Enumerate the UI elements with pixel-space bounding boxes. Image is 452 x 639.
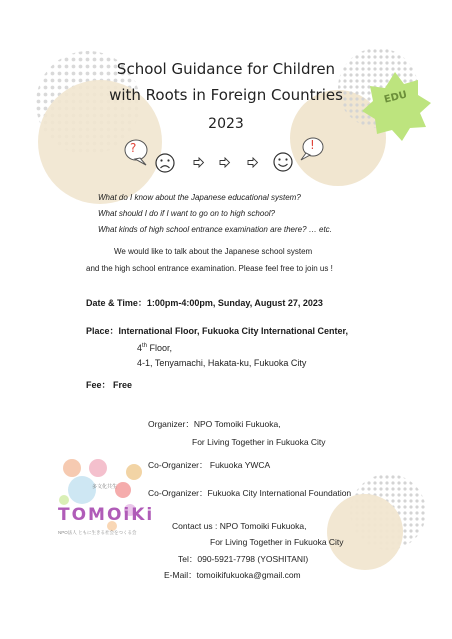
question-1: What do I know about the Japanese educational system? (98, 193, 301, 202)
logo-text: TOMOiKi (58, 505, 155, 525)
logo-small-text: 多文化共生 (92, 484, 118, 490)
co-organizer-2: Co-Organizer：Fukuoka City International Foundation (148, 488, 352, 498)
sad-face-icon (156, 154, 174, 172)
emotion-row (120, 136, 340, 184)
contact-line-1: Contact us : NPO Tomoiki Fukuoka, (172, 521, 307, 531)
arrow-right-icon (194, 158, 258, 167)
title-year: 2023 (208, 116, 244, 132)
place-address: 4-1, Tenyamachi, Hakata-ku, Fukuoka City (137, 358, 307, 368)
date-time: Date & Time：1:00pm-4:00pm, Sunday, August 27, 2023 (86, 298, 323, 308)
organizer-line-1: Organizer：NPO Tomoiki Fukuoka, (148, 419, 281, 429)
fee: Fee： Free (86, 380, 133, 390)
question-3: What kinds of high school entrance examination are there? … etc. (98, 225, 332, 234)
beige-circle-bottomright (327, 494, 403, 570)
question-2: What should I do if I want to go on to high school? (98, 209, 275, 218)
contact-line-2: For Living Together in Fukuoka City (210, 537, 344, 547)
intro-line-2: and the high school entrance examination. Please feel free to join us ! (86, 264, 333, 273)
logo-tagline: NPO法人 ともに生きる社会をつくる会 (58, 530, 137, 535)
organizer-line-2: For Living Together in Fukuoka City (192, 437, 326, 447)
edu-stamp-text: EDU (383, 89, 409, 106)
place-floor: 4th Floor, (137, 343, 173, 353)
intro-line-1: We would like to talk about the Japanese school system (114, 247, 313, 256)
co-organizer-1: Co-Organizer： Fukuoka YWCA (148, 460, 271, 470)
contact-tel: Tel：090-5921-7798 (YOSHITANI) (178, 554, 309, 564)
title-line-2: with Roots in Foreign Countries (109, 86, 343, 104)
question-mark-text: ? (130, 141, 137, 155)
exclamation-mark-text: ! (310, 138, 315, 152)
contact-email[interactable]: E-Mail：tomoikifukuoka@gmail.com (164, 570, 301, 580)
happy-face-icon (274, 153, 292, 171)
title-line-1: School Guidance for Children (116, 60, 336, 78)
place-line-1: Place：International Floor, Fukuoka City International Center, (86, 326, 349, 336)
